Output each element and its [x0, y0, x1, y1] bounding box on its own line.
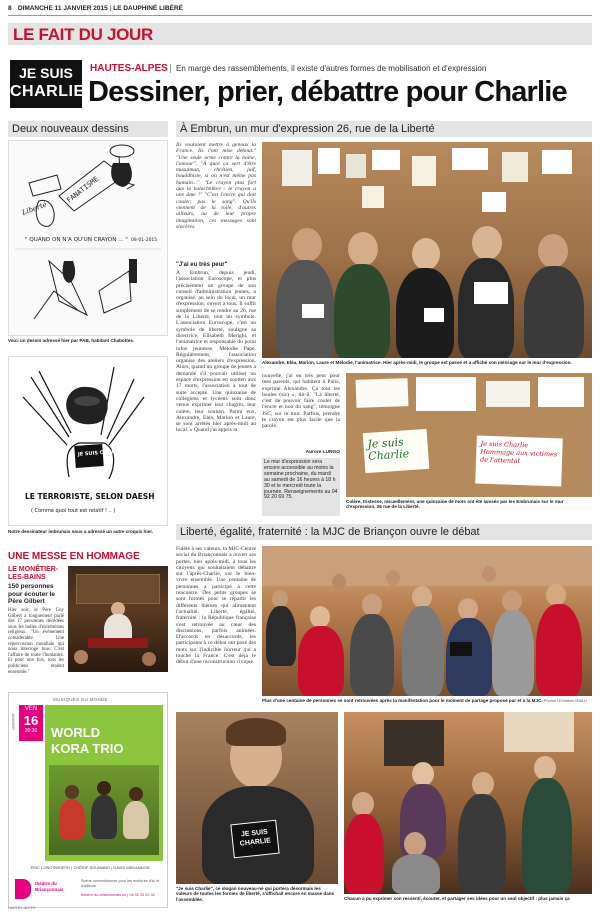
- headline-title: Dessiner, prier, débattre pour Charlie: [88, 76, 567, 108]
- ad-logo-mark: [15, 879, 31, 899]
- cartoon1-word-2: " QUAND ON N'A QU'UN CRAYON ... ": [25, 237, 128, 243]
- embrun-body-b: À Embrun, depuis jeudi, l'association Euroscope, et plus précisément un groupe de son conseil d'administration jeunes, a organisé, au sein du local, un mur d'expression, ouvert à tous. Il suffit simplement de se rendre au 26, rue de la Liberté, tout un symbole. L'association Euroscope, c'est un symbole de liberté, souligne sa directrice, Elisabeth Merighi, et l'animatrice et responsable du point infos jeunesse, Mélodie Pape. Régulièrement, l'association organise des ateliers d'expression. Alors, quand un groupe de jeunes a demandé s'il pouvait utiliser un espace d'expression en soutien aux 17 morts, l'association a tout de suite accepté. Une quinzaine de collégiens et lycéens sont donc venus exprimer leur chagrin, leur colère, leur soutien. Parmi eux, Alexandre, Eléa, Marion et Laure, se sont arrêtés hier après-midi au local. « Quand j'ai appris la: [176, 270, 256, 434]
- briancon-debate-caption: Chacun a pu exprimer son ressenti, écouter, et partager ses idées pour un seul objectif : plus jamais ça: [344, 896, 570, 901]
- messe-title: UNE MESSE EN HOMMAGE: [8, 551, 140, 562]
- logo-line-1: JE SUIS: [19, 65, 73, 81]
- ad-side: Scène conventionnée pour les écritures d'ici et d'ailleurs: [81, 879, 160, 888]
- logo-line-2: CHARLIE: [10, 83, 85, 100]
- briancon-body: Fidèle à ses valeurs, la MJC-Centre social du Briançonnais a ouvert ses portes, hier après-midi, à tous les citoyens qui souhaitaient débattre sur l'après-Charlie, sur le bien-vivre ensemble. Une centaine de personnes a participé à cette rencontre. Des petits groupes se sont formés pour se répartir les différents thèmes qui alimentent l'actualité. Liberté, égalité, fraternité : la République française s'est retrouvée au cœur des discussions, parfois animées. D'accords en désaccords, les participants à ce débat ont posé des mots sur l'indicible horreur qui a touché la France. C'est déjà le début d'une reconstruction civique.: [176, 546, 256, 666]
- ad-contact: theatre-du-brianconnais.eu | 04 92 25 52 42: [81, 893, 155, 897]
- headline-region: HAUTES-ALPES: [90, 63, 168, 74]
- embrun-group-photo: [262, 142, 592, 358]
- ad-day-name: VEN: [24, 706, 38, 712]
- cartoon2-sign: JE SUIS CHARLIE: [77, 448, 124, 458]
- wall-note-1: Je suis Charlie: [363, 429, 430, 473]
- footer-code: HAUTES-ALPES: [8, 906, 36, 910]
- wall-note-2: Je suis Charlie Hommage aux victimes de l'attentat: [475, 436, 563, 487]
- folio: 8 DIMANCHE 11 JANVIER 2015 | LE DAUPHINÉ LIBÉRÉ: [8, 5, 592, 16]
- embrun-photo1-caption: Alexandre, Eléa, Marion, Laure et Mélodie, l'animatrice. Hier après-midi, le groupe est passé et a affiché son message sur le mur d'expression.: [262, 360, 572, 365]
- cartoon2-title: LE TERRORISTE, SELON DAESH: [25, 492, 155, 501]
- cartoon1-word-0: FANATISME: [65, 174, 101, 205]
- messe-photo: [68, 566, 168, 672]
- ad-day-number: 16: [23, 713, 39, 728]
- embrun-subhead: "J'ai eu très peur": [176, 262, 228, 268]
- folio-date: DIMANCHE 11 JANVIER 2015: [17, 5, 108, 12]
- rubric-bar: [8, 23, 592, 45]
- briancon-crowd-photo: [262, 546, 592, 696]
- cartoon-fanatisme: [8, 140, 168, 336]
- messe-body: Hier soir, le Père Guy Gilbert a longuement parlé des 17 personnes décédées sous les balles d'extrémistes religieux. "Un événement considérable. Une répercussion mondiale qui nous interroge tous. C'est l'affaire de toute l'humanité. Et pour une fois, tous les politiciens étaient ensemble.": [8, 608, 64, 675]
- cartoon1-caption: Voici un dessin adressé hier par PAB, habitant Chabottes.: [8, 338, 135, 343]
- cartoon1-word-1: Liberté: [20, 200, 48, 217]
- ad-green-panel: [45, 705, 163, 861]
- embrun-body-a: Ils voulaient mettre à genoux la France. Ils l'ont mise debout." "Une seule arme contre la haine, l'amour". "À quoi ça sert d'être musulman, chrétien, juif, bouddhiste, si on n'est même pas humain...". "Le crayon plus fort que la kalachnikov : le crayon a une âme !" "C'est l'encre qui doit couler, pas le sang". Qu'ils viennent de la toile, d'autres ailleurs, ou de leur propre imagination, ces messages sont sincères.: [176, 142, 256, 230]
- embrun-section-title: À Embrun, un mur d'expression 26, rue de la Liberté: [176, 121, 592, 137]
- ad-title-1: WORLD: [51, 725, 101, 740]
- ad-world-kora-trio: [8, 692, 168, 908]
- messe-lead: 150 personnes pour écouter le Père Gilbert: [8, 583, 55, 605]
- embrun-body-c: nouvelle, j'ai eu très peur pour mes parents, qui habitent à Paris, exprime Alexandre. Ça tout les boules (sic) », dit-il. "La liberté, c'est de pouvoir faire couler de l'encre et non du sang", témoigne JSC, sur le mur. Parfois, prendre le crayon est plus facile que la parole.: [262, 373, 340, 430]
- ad-artists: ÉRIC LONGSWORTH | CHÉRIF SOUMANO | DAVID MEKANDON: [30, 865, 150, 870]
- briancon-woman-photo: [176, 712, 338, 884]
- crowd-caption-text: Plus d'une centaine de personnes se sont retrouvées après la manifestation pour le moment de partage proposé par et à la MJC.: [262, 698, 543, 703]
- headline-kicker: En marge des rassemblements, il existe d'autres formes de mobilisation et d'expression: [170, 64, 590, 73]
- embrun-photo2-caption: Colère, tristesse, recueillement, une quinzaine de mots ont été laissés par les Embrunais sur le mur d'expression, 26 rue de la Liberté.: [346, 499, 564, 510]
- ad-title-2: KORA TRIO: [51, 741, 124, 756]
- briancon-woman-caption: "Je suis Charlie", ce slogan nouveau-né qui portera désormais les valeurs de toutes les formes de liberté, s'affichait encore en masse dans l'assemblée.: [176, 886, 335, 902]
- charlie-logo: [10, 60, 85, 108]
- photo-credit: Photos LD/Valérie MAILLI: [543, 699, 588, 703]
- ad-series: MUSIQUES DU MONDE: [53, 697, 108, 702]
- cartoon1-word-3: 08-01-2015: [131, 238, 158, 243]
- woman-sign: JE SUIS CHARLIE: [230, 820, 279, 859]
- drawings-section-title: Deux nouveaux dessins: [8, 121, 168, 137]
- ad-month: JANVIER: [11, 713, 16, 730]
- cartoon2-caption: Notre dessinateur imbrunais nous a adressé un autre croquis hier.: [8, 529, 154, 534]
- folio-paper: LE DAUPHINÉ LIBÉRÉ: [113, 5, 183, 12]
- briancon-crowd-caption: [262, 698, 592, 704]
- messe-place: LE MONÊTIER-LES-BAINS: [8, 566, 59, 581]
- rubric-title: LE FAIT DU JOUR: [13, 25, 154, 44]
- briancon-section-title: Liberté, égalité, fraternité : la MJC de Briançon ouvre le débat: [176, 524, 592, 540]
- embrun-author: Aurore LUNGO: [305, 450, 340, 455]
- ad-date-box: [19, 705, 43, 741]
- embrun-info-box: Le mur d'expression sera encore accessible au moins la semaine prochaine, du mardi au samedi de 16 heures à 18 h 30 et le mercredi toute la journée. Renseignements au 04 92 20 69 75.: [262, 458, 340, 516]
- cartoon-terroriste: [8, 356, 168, 526]
- embrun-wall-photo: [346, 373, 592, 497]
- page-number: 8: [8, 5, 12, 12]
- briancon-debate-photo: [344, 712, 592, 894]
- ad-time: 20:30: [24, 728, 38, 734]
- ad-brand: théâtre du Briançonnais: [35, 881, 64, 892]
- cartoon2-sub: ( Comme quoi tout est relatif ! .. ): [31, 508, 116, 514]
